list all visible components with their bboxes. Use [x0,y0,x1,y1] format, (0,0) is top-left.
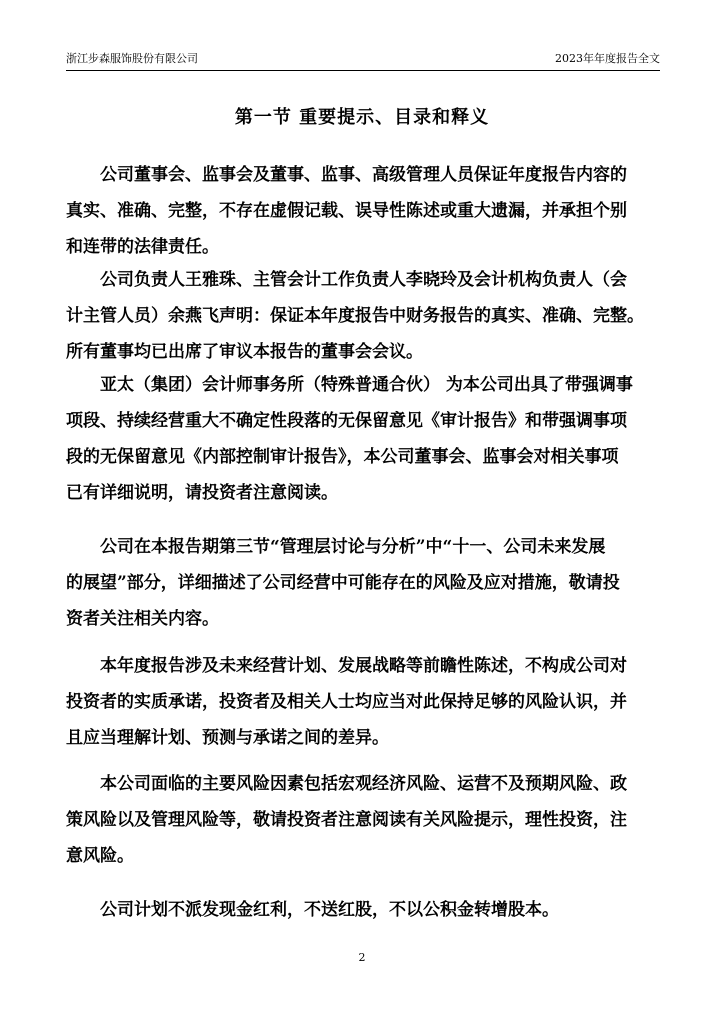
paragraph-line: 策风险以及管理风险等，敬请投资者注意阅读有关风险提示，理性投资，注 [66,810,627,830]
paragraph-line: 已有详细说明，请投资者注意阅读。 [66,483,338,503]
header-report-title: 2023年年度报告全文 [555,52,660,65]
paragraph-risk-factors [66,766,664,874]
paragraph-line: 计主管人员）余燕飞声明：保证本年度报告中财务报告的真实、准确、完整。 [66,306,644,326]
paragraph-line: 公司在本报告期第三节“管理层讨论与分析”中“十一、公司未来发展 [66,537,606,557]
paragraph-line: 本公司面临的主要风险因素包括宏观经济风险、运营不及预期风险、政 [66,774,627,794]
page-header [66,50,660,71]
paragraph-line: 公司计划不派发现金红利，不送红股，不以公积金转增股本。 [66,900,559,920]
paragraph-line: 所有董事均已出席了审议本报告的董事会会议。 [66,342,423,362]
paragraph-board-guarantee [66,157,664,265]
paragraph-line: 真实、准确、完整，不存在虚假记载、误导性陈述或重大遗漏，并承担个别 [66,201,627,221]
paragraph-line: 段的无保留意见《内部控制审计报告》，本公司董事会、监事会对相关事项 [66,447,619,467]
paragraph-line: 资者关注相关内容。 [66,609,219,629]
paragraph-line: 投资者的实质承诺，投资者及相关人士均应当对此保持足够的风险认识，并 [66,692,627,712]
paragraph-line: 公司负责人王雅珠、主管会计工作负责人李晓玲及会计机构负责人（会 [66,270,627,290]
paragraph-forward-looking [66,648,664,756]
header-company: 浙江步森服饰股份有限公司 [66,52,198,65]
page-number: 2 [358,951,366,964]
paragraph-line: 的展望”部分，详细描述了公司经营中可能存在的风险及应对措施，敬请投 [66,573,620,593]
paragraph-line: 意风险。 [66,846,134,866]
paragraph-future-outlook [66,529,664,637]
paragraph-line: 和连带的法律责任。 [66,237,219,257]
paragraph-line: 项段、持续经营重大不确定性段落的无保留意见《审计报告》和带强调事项 [66,411,627,431]
paragraph-line: 本年度报告涉及未来经营计划、发展战略等前瞻性陈述，不构成公司对 [66,656,627,676]
paragraph-auditor-opinion [66,367,664,511]
paragraph-line: 亚太（集团）会计师事务所（特殊普通合伙） 为本公司出具了带强调事 [66,375,633,395]
paragraph-line: 且应当理解计划、预测与承诺之间的差异。 [66,728,389,748]
paragraph-dividend-plan [66,892,664,928]
paragraph-line: 公司董事会、监事会及董事、监事、高级管理人员保证年度报告内容的 [66,165,627,185]
section-title: 第一节 重要提示、目录和释义 [234,107,490,128]
paragraph-responsible-persons [66,262,664,370]
